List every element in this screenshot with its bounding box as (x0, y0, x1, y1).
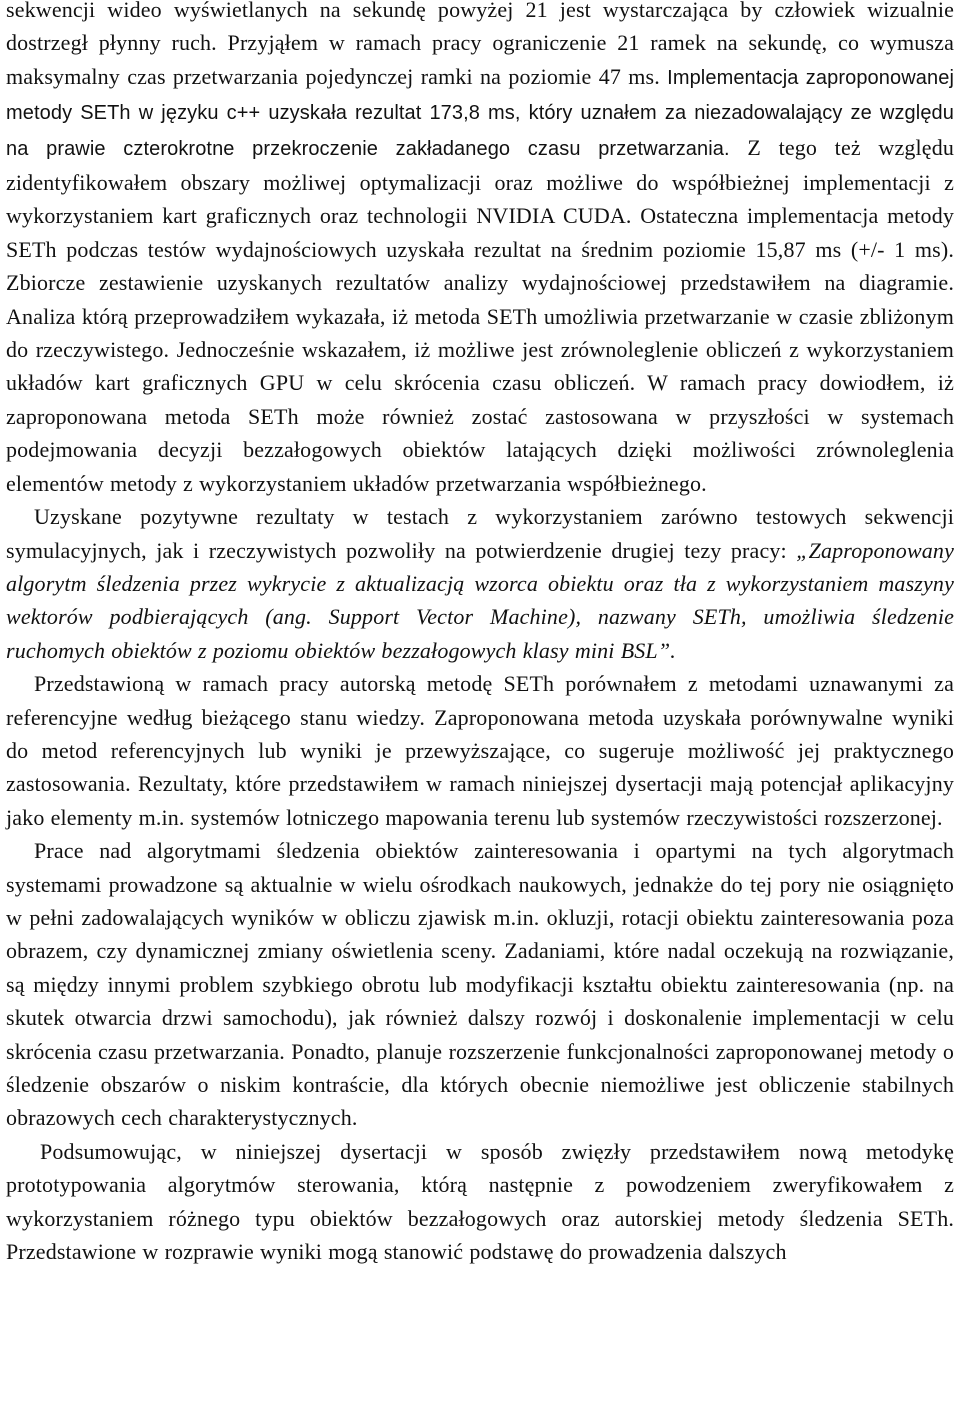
paragraph-second-thesis (6, 500, 954, 667)
text-cpp-implementation-result: Implementacja zaproponowanej metody SETh w języku c++ uzyskała rezultat 173,8 ms, który uznałem za niezadowalający ze względu na prawie czterokrotne przekroczenie zakładanego czasu przetwarzania. (6, 66, 954, 160)
text-frame-rate-limit: sekwencji wideo wyświetlanych na sekundę powyżej 21 jest wystarczająca by człowiek wizualnie dostrzegł płynny ruch. Przyjąłem w ramach pracy ograniczenie 21 ramek na sekundę, co wymusza maksymalny czas przetwarzania pojedynczej ramki na poziomie 47 ms. (6, 0, 954, 89)
paragraph-summary: Podsumowując, w niniejszej dysertacji w sposób zwięzły przedstawiłem nową metodykę prototypowania algorytmów sterowania, którą następnie z powodzeniem zweryfikowałem z wykorzystaniem różnego typu obiektów bezzałogowych oraz autorskiej metody śledzenia SETh. Przedstawione w rozprawie wyniki mogą stanowić podstawę do prowadzenia dalszych (6, 1138, 954, 1265)
text-cuda-optimization: Z tego też względu zidentyfikowałem obszary możliwej optymalizacji oraz możliwe do współbieżnej implementacji z wykorzystaniem kart graficznych oraz technologii NVIDIA CUDA. Ostateczna implementacja metody SETh podczas testów wydajnościowych uzyskała rezultat na średnim poziomie 15,87 ms (+/- 1 ms). Zbiorcze zestawienie uzyskanych rezultatów analizy wydajnościowej przedstawiłem na diagramie. Analiza którą przeprowadziłem wykazała, iż metoda SETh umożliwia przetwarzanie w czasie zbliżonym do rzeczywistego. Jednocześnie wskazałem, iż możliwe jest zrównoleglenie obliczeń z wykorzystaniem układów kart graficznych GPU w celu skrócenia czasu obliczeń. W ramach pracy dowiodłem, iż zaproponowana metoda SETh może również zostać zastosowana w przyszłości w systemach podejmowania decyzji bezzałogowych obiektów latających dzięki możliwości zrównoleglenia elementów metody z wykorzystaniem układów przetwarzania współbieżnego. (6, 134, 955, 496)
paragraph-comparison: Przedstawioną w ramach pracy autorską metodę SETh porównałem z metodami uznawanymi za referencyjne według bieżącego stanu wiedzy. Zaproponowana metoda uzyskała porównywalne wyniki do metod referencyjnych lub wyniki je przewyższające, co sugeruje możliwość jej praktycznego zastosowania. Rezultaty, które przedstawiłem w ramach niniejszej dysertacji mają potencjał aplikacyjny jako elementy m.in. systemów lotniczego mapowania terenu lub systemów rzeczywistości rozszerzonej. (6, 671, 954, 830)
document-page (6, 0, 954, 1268)
text-thesis-lead: Uzyskane pozytywne rezultaty w testach z wykorzystaniem zarówno testowych sekwencji symulacyjnych, jak i rzeczywistych pozwoliły na potwierdzenie drugiej tezy pracy: (6, 504, 954, 563)
paragraph-future-work: Prace nad algorytmami śledzenia obiektów zainteresowania i opartymi na tych algorytmach systemami prowadzone są aktualnie w wielu ośrodkach naukowych, jednakże do tej pory nie osiągnięto w pełni zadowalających wyników w obliczu zjawisk m.in. okluzji, rotacji obiektu zainteresowania poza obrazem, czy dynamicznej zmiany oświetlenia sceny. Zadaniami, które nadal oczekują na rozwiązanie, są między innymi problem szybkiego obrotu lub modyfikacji kształtu obiektu zainteresowania (np. na skutek otwarcia drzwi samochodu), jak również dalszy rozwój i doskonalenie implementacji w celu skrócenia czasu przetwarzania. Ponadto, planuje rozszerzenie funkcjonalności zaproponowanej metody o śledzenie obszarów o niskim kontraście, dla których obecnie niemożliwe jest obliczenie stabilnych obrazowych cech charakterystycznych. (6, 838, 954, 1131)
paragraph-frame-rate-and-performance (6, 0, 954, 500)
text-thesis-quote: „Zaproponowany algorytm śledzenia przez wykrycie z aktualizacją wzorca obiektu oraz tła z wykorzystaniem maszyny wektorów podbierających (ang. Support Vector Machine), nazwany SETh, umożliwia śledzenie ruchomych obiektów z poziomu obiektów bezzałogowych klasy mini BSL”. (6, 537, 954, 663)
